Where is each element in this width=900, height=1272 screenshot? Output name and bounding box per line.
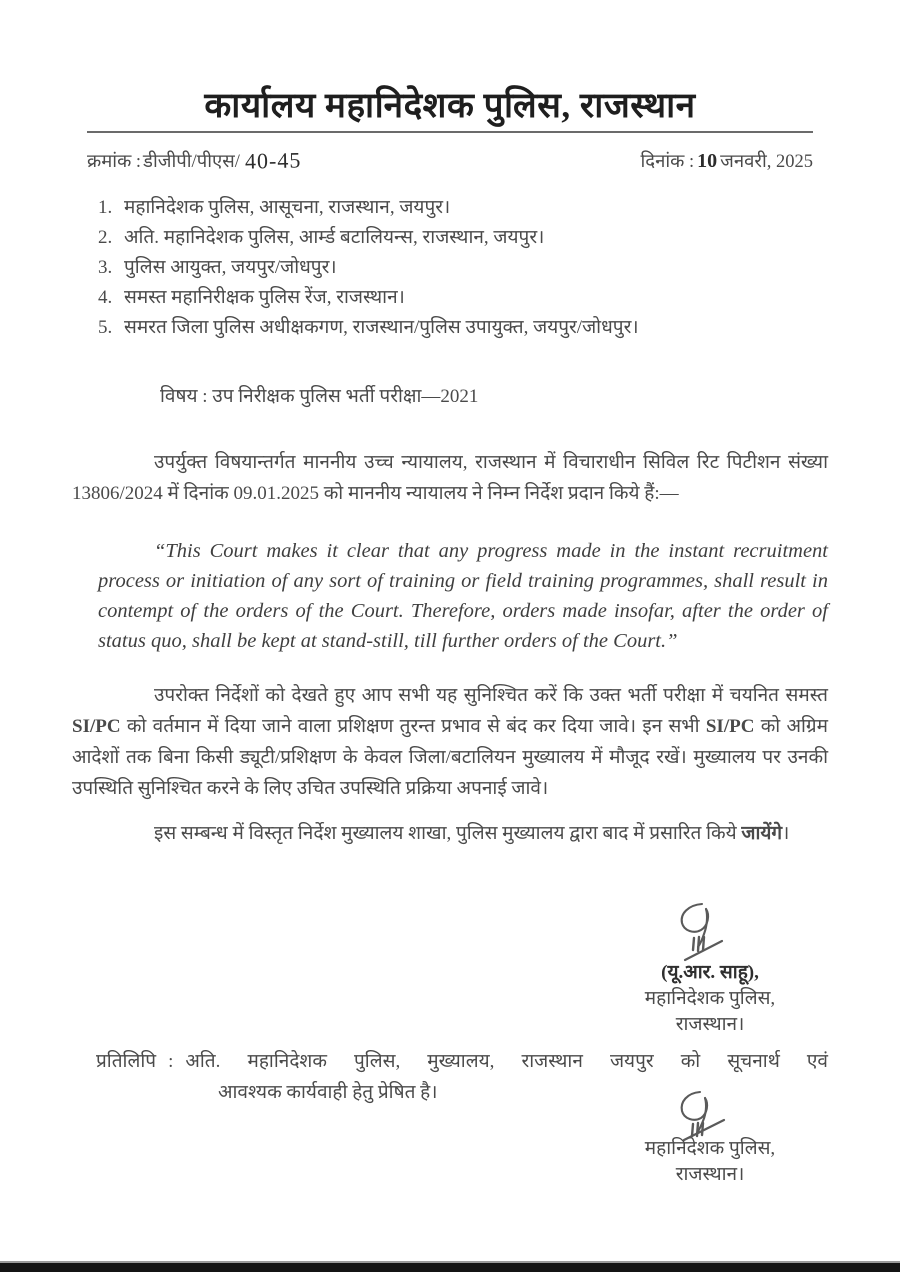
reference-printed-value: डीजीपी/पीएस/ xyxy=(143,151,240,172)
list-item-number: 1. xyxy=(98,197,113,218)
list-item-label: अति. महानिदेशक पुलिस, आर्म्ड बटालियन्स, राजस्थान, जयपुर। xyxy=(124,227,545,248)
list-item xyxy=(98,258,830,288)
list-item-number: 2. xyxy=(98,227,113,248)
signatory-designation-line-2: राजस्थान। xyxy=(675,1014,745,1035)
closing-text-part-1: इस सम्बन्ध में विस्तृत निर्देश मुख्यालय शाखा, पुलिस मुख्यालय द्वारा बाद में प्रसारित किये xyxy=(154,823,742,844)
intro-paragraph: उपर्युक्त विषयान्तर्गत माननीय उच्च न्यायालय, राजस्थान में विचाराधीन सिविल रिट पिटीशन संख्या 13806/2024 में दिनांक 09.01.2025 को माननीय न्यायालय ने निम्न निर्देश प्रदान किये हैं:— xyxy=(72,452,828,504)
directive-text-part-3: को अग्रिम आदेशों तक बिना किसी ड्यूटी/प्रशिक्षण के केवल जिला/बटालियन मुख्यालय में मौजूद रखें। मुख्यालय पर उनकी उपस्थिति सुनिश्चित करने के लिए उचित उपस्थिति प्रक्रिया अपनाई जावे। xyxy=(72,716,829,799)
closing-paragraph xyxy=(72,818,828,849)
reference-label: क्रमांक : xyxy=(87,151,142,172)
list-item xyxy=(98,198,830,228)
page-title: कार्यालय महानिदेशक पुलिस, राजस्थान xyxy=(204,86,696,125)
list-item-number: 3. xyxy=(98,257,113,278)
list-item-number: 4. xyxy=(98,287,113,308)
title-underline-rule xyxy=(87,131,813,133)
list-item xyxy=(98,228,830,258)
date-handwritten-day: 10 xyxy=(697,149,718,172)
date-group xyxy=(640,148,813,173)
copy-to-text-line-1: अति. महानिदेशक पुलिस, मुख्यालय, राजस्थान जयपुर को सूचनार्थ एवं xyxy=(185,1051,828,1072)
reference-handwritten-value: 40-45 xyxy=(244,147,302,174)
copy-signatory-designation-line-2: राजस्थान। xyxy=(675,1164,745,1185)
court-order-quote: “This Court makes it clear that any progress made in the instant recruitment process or initiation of any sort of training or field training programmes, shall result in contempt of the orders of the Court. Therefore, orders made insofar, after the order of status quo, shall be kept at stand-still, till further orders of the Court.” xyxy=(98,540,828,652)
signature-mark-icon xyxy=(650,1090,770,1136)
list-item-label: समरत जिला पुलिस अधीक्षकगण, राजस्थान/पुलिस उपायुक्त, जयपुर/जोधपुर। xyxy=(124,317,639,338)
copy-signatory-designation-line-1: महानिदेशक पुलिस, xyxy=(644,1138,776,1159)
signatory-name: (यू.आर. साहू), xyxy=(661,962,759,983)
list-item-number: 5. xyxy=(98,317,113,338)
directive-si-pc-second: SI/PC xyxy=(705,716,755,737)
bottom-edge-strip xyxy=(0,1263,900,1272)
subject-line xyxy=(160,382,478,408)
list-item-label: समस्त महानिरीक्षक पुलिस रेंज, राजस्थान। xyxy=(124,287,405,308)
list-item-label: पुलिस आयुक्त, जयपुर/जोधपुर। xyxy=(124,257,337,278)
reference-number-group xyxy=(87,147,304,173)
copy-to-colon: : xyxy=(168,1051,174,1072)
copy-to-label: प्रतिलिपि xyxy=(96,1051,157,1072)
subject-label: विषय : xyxy=(160,386,208,407)
signatory-designation-line-1: महानिदेशक पुलिस, xyxy=(644,988,776,1009)
closing-text-part-2: । xyxy=(782,823,790,844)
closing-bold-word: जायेंगे xyxy=(741,823,783,844)
signature-mark-icon xyxy=(650,900,770,962)
list-item-label: महानिदेशक पुलिस, आसूचना, राजस्थान, जयपुर। xyxy=(124,197,451,218)
copy-to-first-line xyxy=(96,1046,828,1077)
directive-paragraph xyxy=(72,680,828,804)
copy-to-text-line-2: आवश्यक कार्यवाही हेतु प्रेषित है। xyxy=(218,1082,438,1103)
subject-text: उप निरीक्षक पुलिस भर्ती परीक्षा—2021 xyxy=(212,386,479,407)
signature-block-copy xyxy=(560,1090,860,1188)
directive-text-part-2: को वर्तमान में दिया जाने वाला प्रशिक्षण तुरन्त प्रभाव से बंद कर दिया जावे। इन सभी xyxy=(120,716,706,737)
list-item xyxy=(98,288,830,318)
directive-si-pc-first: SI/PC xyxy=(72,716,121,737)
addressee-list xyxy=(98,198,830,348)
signature-block-primary xyxy=(560,900,860,1038)
date-month-year: जनवरी, 2025 xyxy=(720,151,813,172)
reference-date-line xyxy=(87,147,813,173)
list-item xyxy=(98,318,830,348)
document-header xyxy=(0,86,900,173)
directive-text-part-1: उपरोक्त निर्देशों को देखते हुए आप सभी यह सुनिश्चित करें कि उक्त भर्ती परीक्षा में चयनित समस्त xyxy=(154,685,828,706)
date-label: दिनांक : xyxy=(640,151,695,172)
